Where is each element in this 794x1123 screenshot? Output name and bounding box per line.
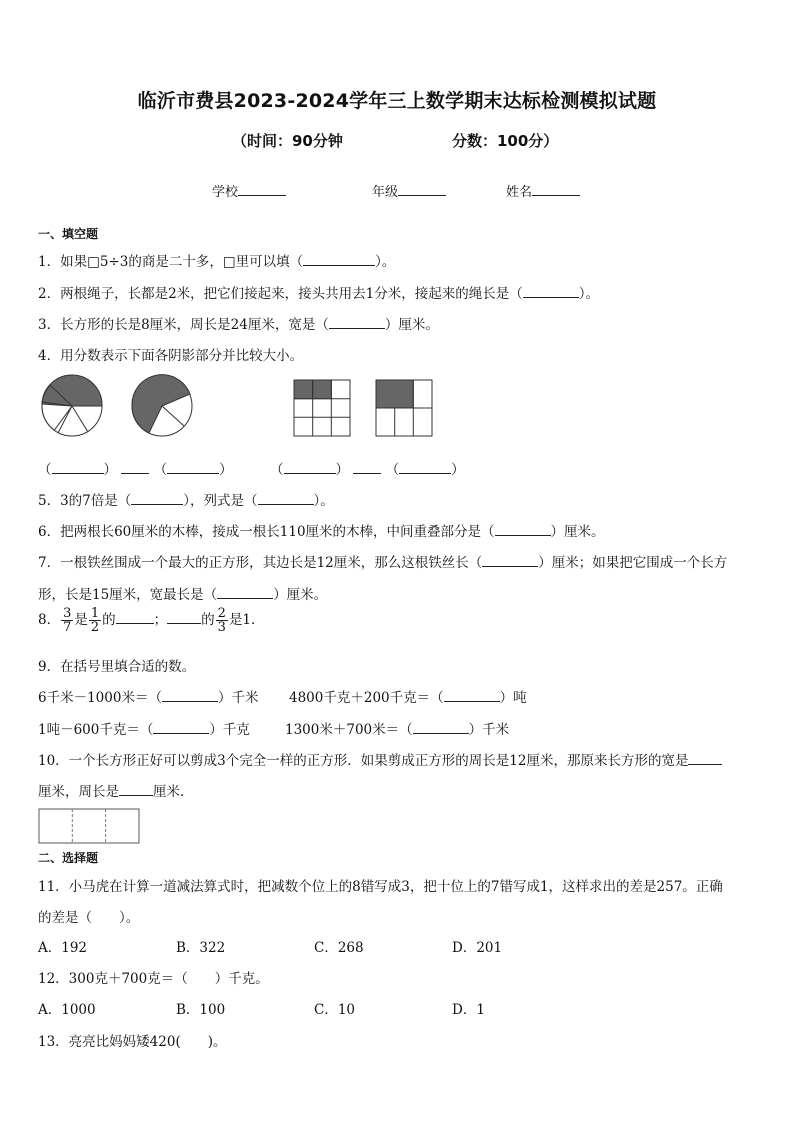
q6-text: 6．把两根长60厘米的木棒，接成一根长110厘米的木棒，中间重叠部分是（ xyxy=(38,524,495,540)
circle-figure-1 xyxy=(40,374,106,438)
q3-text-end: ）厘米。 xyxy=(384,317,439,333)
q9-blank-4[interactable] xyxy=(413,721,469,734)
question-11-line-1: 11．小马虎在计算一道减法算式时，把减数个位上的8错写成3，把十位上的7错写成1，这样求出的差是257。正确 xyxy=(38,879,723,895)
grid-figure-1 xyxy=(293,379,351,437)
q9-row-2-left xyxy=(38,718,250,738)
q10-text-end: 厘米． xyxy=(153,784,194,800)
q4-paren-2-close: ） xyxy=(219,462,233,478)
question-3 xyxy=(38,313,439,333)
q5-blank-2[interactable] xyxy=(258,492,314,505)
q11-option-c[interactable]: C．268 xyxy=(314,940,364,956)
name-label: 姓名 xyxy=(506,185,533,200)
fraction-1-2 xyxy=(89,607,101,634)
school-label: 学校 xyxy=(212,185,239,200)
q9-row-2-right xyxy=(285,718,509,738)
q2-text: 2．两根绳子，长都是2米，把它们接起来，接头共用去1分米，接起来的绳长是（ xyxy=(38,286,523,302)
q4-answers-right xyxy=(270,458,465,478)
question-1 xyxy=(38,250,395,270)
q9-unit: ）吨 xyxy=(499,690,527,706)
fraction-numerator: 3 xyxy=(63,606,72,621)
question-10-line-2 xyxy=(38,780,194,800)
q9-expression: 4800千克＋200千克＝（ xyxy=(289,690,444,706)
q9-expression: 1吨－600千克＝（ xyxy=(38,722,154,738)
q11-option-b[interactable]: B．322 xyxy=(176,940,226,956)
question-12: 12．300克＋700克＝（ ）千克。 xyxy=(38,971,269,987)
q3-text: 3．长方形的长是8厘米，周长是24厘米，宽是（ xyxy=(38,317,329,333)
q4-compare-blank-1[interactable] xyxy=(121,461,149,474)
q4-blank-2[interactable] xyxy=(167,461,219,474)
question-11-line-2: 的差是（ ）。 xyxy=(38,910,140,926)
name-field[interactable] xyxy=(506,181,580,200)
fraction-numerator: 2 xyxy=(217,606,226,621)
name-blank[interactable] xyxy=(532,183,580,196)
fraction-2-3 xyxy=(216,607,228,634)
fraction-numerator: 1 xyxy=(90,606,100,621)
page-title: 临沂市费县2023-2024学年三上数学期末达标检测模拟试题 xyxy=(137,90,657,112)
q8-number: 8． xyxy=(38,612,61,628)
q3-answer-blank[interactable] xyxy=(329,316,385,329)
q8-text: 是 xyxy=(74,612,88,628)
q1-text-end: ）。 xyxy=(375,254,396,270)
question-10-line-1 xyxy=(38,749,722,769)
q10-blank-1[interactable] xyxy=(688,752,722,765)
q9-unit: ）千米 xyxy=(468,722,510,738)
q4-paren-1-close: ） xyxy=(103,462,117,478)
question-4: 4．用分数表示下面各阴影部分并比较大小。 xyxy=(38,348,304,364)
q6-blank[interactable] xyxy=(495,523,551,536)
question-6 xyxy=(38,520,605,540)
q9-row-1-right xyxy=(289,686,527,706)
q4-paren-4-close: ） xyxy=(451,462,465,478)
section-heading-fill-blank: 一、填空题 xyxy=(38,227,99,241)
q4-paren-2: （ xyxy=(153,462,168,478)
q4-paren-3-close: ） xyxy=(335,462,349,478)
question-7-line-2 xyxy=(38,583,327,603)
q4-blank-1[interactable] xyxy=(52,461,104,474)
question-8 xyxy=(38,607,265,634)
q5-text-end: ）。 xyxy=(313,493,334,509)
q8-blank-1[interactable] xyxy=(116,611,154,624)
q12-option-b[interactable]: B．100 xyxy=(176,1002,226,1018)
q11-option-d[interactable]: D．201 xyxy=(452,940,503,956)
exam-score: 分数：100分） xyxy=(452,132,559,150)
question-7-line-1 xyxy=(38,551,727,571)
grade-label: 年级 xyxy=(372,185,399,200)
q9-expression: 1300米＋700米＝（ xyxy=(285,722,413,738)
q5-blank-1[interactable] xyxy=(131,492,183,505)
exam-time: （时间：90分钟 xyxy=(232,132,343,150)
q8-text-end: 是1． xyxy=(228,612,265,628)
school-blank[interactable] xyxy=(238,183,286,196)
q10-text-2: 厘米，周长是 xyxy=(38,784,119,800)
q2-answer-blank[interactable] xyxy=(523,285,579,298)
rectangle-three-squares-figure xyxy=(38,808,140,844)
q9-unit: ）千米 xyxy=(217,690,259,706)
q8-text: ； xyxy=(153,612,168,628)
question-5 xyxy=(38,489,334,509)
q9-blank-2[interactable] xyxy=(444,689,500,702)
q6-text-end: ）厘米。 xyxy=(550,524,605,540)
q4-paren-3: （ xyxy=(270,462,284,478)
q7-blank-1[interactable] xyxy=(482,554,538,567)
q11-option-a[interactable]: A．192 xyxy=(38,940,88,956)
question-9: 9．在括号里填合适的数。 xyxy=(38,659,196,675)
q12-option-a[interactable]: A．1000 xyxy=(38,1002,96,1018)
school-field[interactable] xyxy=(212,181,286,200)
q1-text: 1．如果□5÷3的商是二十多，□里可以填（ xyxy=(38,254,304,270)
q9-expression: 6千米－1000米＝（ xyxy=(38,690,162,706)
q7-blank-2[interactable] xyxy=(217,586,273,599)
grade-field[interactable] xyxy=(372,181,446,200)
q10-blank-2[interactable] xyxy=(119,783,153,796)
q4-blank-3[interactable] xyxy=(284,461,336,474)
q7-text-end: ）厘米。 xyxy=(273,587,328,603)
question-2 xyxy=(38,282,599,302)
q4-answers-left xyxy=(38,458,233,478)
q7-text-2: 形，长是15厘米，宽最长是（ xyxy=(38,587,218,603)
question-13: 13．亮亮比妈妈矮420( )。 xyxy=(38,1034,227,1050)
q8-text: 的 xyxy=(102,612,116,628)
q1-answer-blank[interactable] xyxy=(303,253,375,266)
q4-compare-blank-2[interactable] xyxy=(353,461,381,474)
fraction-denominator: 7 xyxy=(63,620,72,635)
grid-figure-2 xyxy=(375,379,433,437)
q7-text-mid: ）厘米；如果把它围成一个长方 xyxy=(538,555,728,571)
circle-figure-2 xyxy=(129,374,195,438)
q4-paren-4: （ xyxy=(385,462,400,478)
q9-row-1-left xyxy=(38,686,258,706)
q4-paren-1: （ xyxy=(38,462,52,478)
q10-text: 10．一个长方形正好可以剪成3个完全一样的正方形．如果剪成正方形的周长是12厘米，那原来长方形的宽是 xyxy=(38,753,689,769)
fraction-3-7 xyxy=(61,607,73,634)
section-heading-multiple-choice: 二、选择题 xyxy=(38,851,99,865)
q2-text-end: ）。 xyxy=(578,286,600,302)
q9-blank-1[interactable] xyxy=(162,689,218,702)
q12-option-c[interactable]: C．10 xyxy=(314,1002,356,1018)
q8-blank-2[interactable] xyxy=(167,611,201,624)
fraction-denominator: 2 xyxy=(90,620,100,635)
fraction-denominator: 3 xyxy=(217,620,226,635)
q12-option-d[interactable]: D．1 xyxy=(452,1002,485,1018)
q9-unit: ）千克 xyxy=(209,722,250,738)
q9-blank-3[interactable] xyxy=(153,721,209,734)
grade-blank[interactable] xyxy=(398,183,446,196)
q5-text-mid: ），列式是（ xyxy=(183,493,258,509)
q7-text: 7．一根铁丝围成一个最大的正方形，其边长是12厘米，那么这根铁丝长（ xyxy=(38,555,483,571)
q4-blank-4[interactable] xyxy=(399,461,451,474)
q8-text: 的 xyxy=(201,612,215,628)
q5-text: 5．3的7倍是（ xyxy=(38,493,132,509)
